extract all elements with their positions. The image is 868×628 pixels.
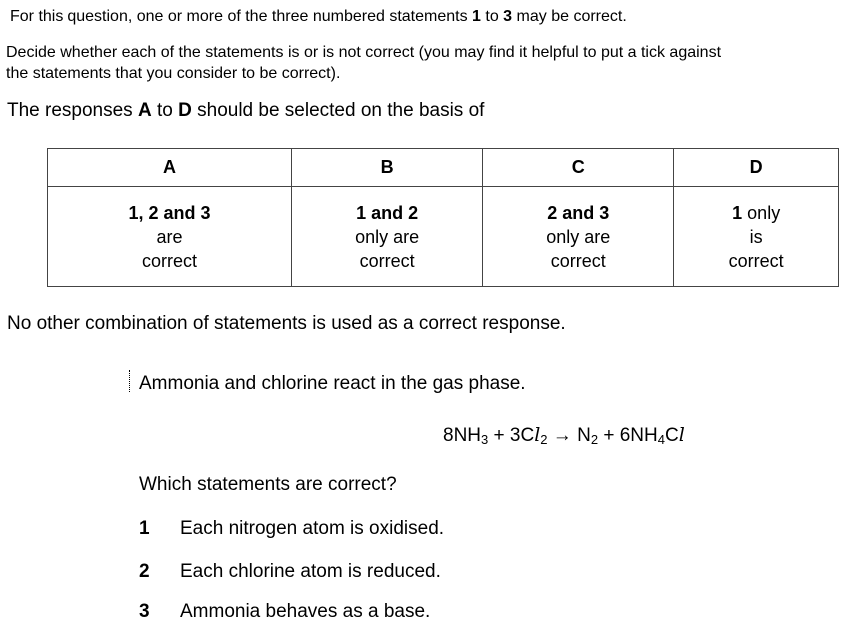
intro-text: may be correct. [512,8,627,25]
responses-intro [7,100,484,122]
cell-c [483,187,674,287]
question-stem: Ammonia and chlorine react in the gas phase. [139,373,526,394]
equation-part: + 6NH [598,425,658,446]
equation-subscript: 2 [590,432,599,447]
equation-part: l [534,424,541,446]
instruction-line-1 [10,8,627,26]
equation-subscript: 2 [540,432,548,447]
cell-a [48,187,292,287]
statement-text: Ammonia behaves as a base. [180,601,431,622]
chemical-equation [443,424,685,447]
intro-text: question, one or more of the three numbered statements [67,8,473,25]
statement-number: 2 [139,561,150,582]
cell-text: correct [142,250,198,271]
equation-part: 8NH [443,425,482,446]
cell-text: only are [546,226,611,247]
cell-b [292,187,483,287]
cell-text: only are [355,226,420,247]
statement-text: Each nitrogen atom is oxidised. [180,518,445,539]
instruction-text: Decide whether each of the statements is or is not correct (you may find it helpful to put a tick against [6,44,722,61]
no-other-note: No other combination of statements is used as a correct response. [7,313,566,334]
text-cursor-marker [129,370,130,392]
response-key-table [47,148,839,287]
cell-text: is [749,226,763,247]
intro-text: should be selected on the basis of [191,100,485,121]
cell-bold-text: 2 and 3 [547,202,610,223]
reaction-arrow: → [547,425,578,446]
cell-text: are [156,226,183,247]
equation-part: + 3C [488,425,535,446]
statement-number: 1 [139,518,150,539]
equation-part: C [664,425,679,446]
table-header-row [48,149,839,187]
question-prompt: Which statements are correct? [139,474,397,495]
cell-text: correct [359,250,415,271]
table-row [48,187,839,287]
cell-bold-text: 1 and 2 [356,202,419,223]
response-letter: D [178,100,192,121]
equation-part: N [577,425,591,446]
header-c: C [483,149,674,187]
equation-part: l [678,424,685,446]
equation-subscript: 3 [481,432,489,447]
header-b: B [292,149,483,187]
intro-text: to [480,8,504,25]
statement-text: Each chlorine atom is reduced. [180,561,441,582]
header-d: D [674,149,839,187]
instruction-text: the statements that you consider to be correct). [6,65,341,82]
statement-number: 1 [472,8,481,25]
header-a: A [48,149,292,187]
cell-bold-text: 1 [732,202,743,223]
intro-text: For this [10,8,64,25]
statement-number: 3 [503,8,513,25]
intro-text: The responses [7,100,138,121]
cell-text: correct [728,250,784,271]
response-letter: A [137,100,152,121]
cell-text: correct [550,250,606,271]
statement-number: 3 [139,601,150,622]
instruction-line-2 [6,42,721,84]
cell-bold-text: 1, 2 and 3 [128,202,211,223]
equation-subscript: 4 [657,432,665,447]
cell-d [674,187,839,287]
cell-text: only [742,202,781,223]
intro-text: to [151,100,179,121]
